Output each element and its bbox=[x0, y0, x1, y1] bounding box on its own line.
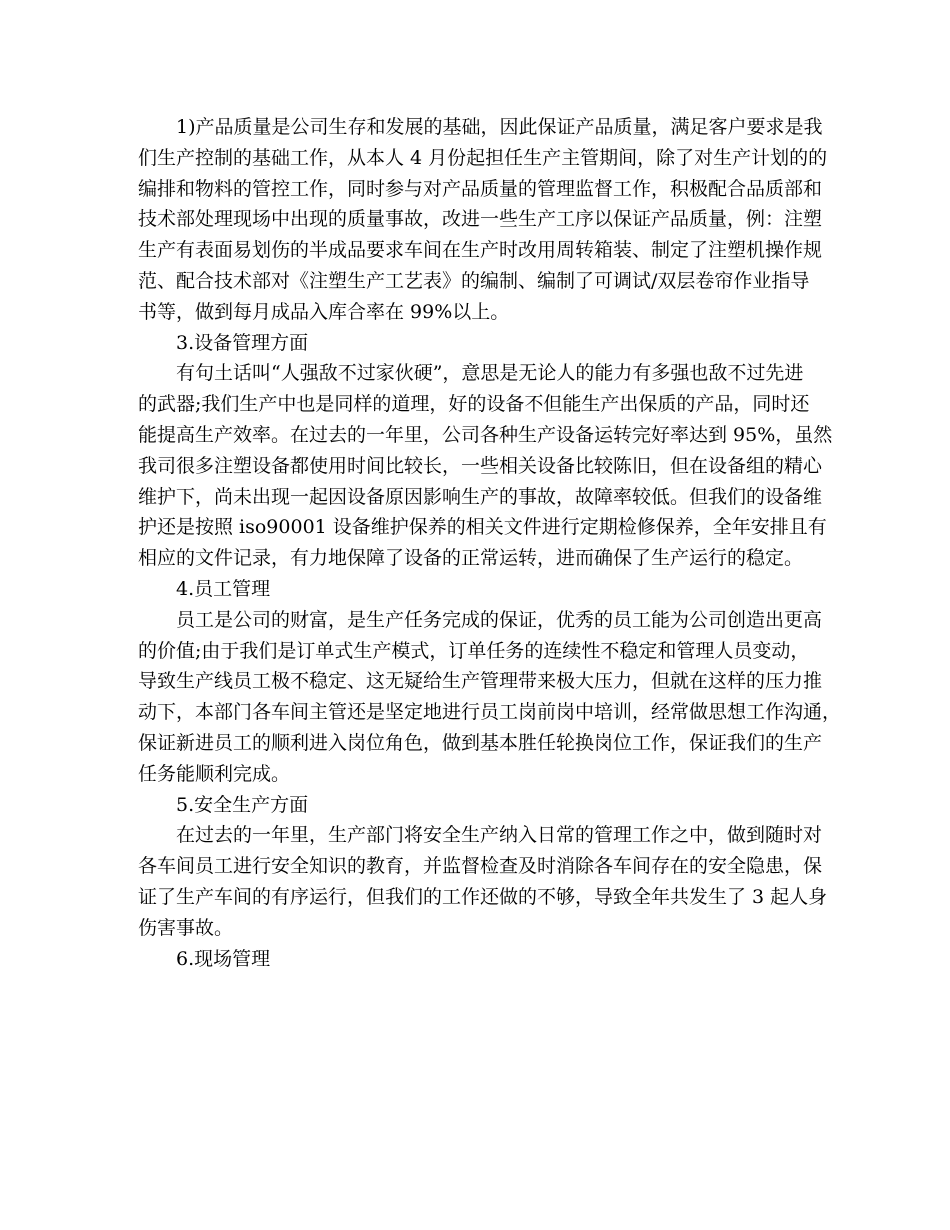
text-line: 护还是按照 iso90001 设备维护保养的相关文件进行定期检修保养，全年安排且有 bbox=[138, 516, 827, 539]
text-line: 书等，做到每月成品入库合率在 99%以上。 bbox=[138, 300, 510, 323]
text-line: 编排和物料的管控工作，同时参与对产品质量的管理监督工作，积极配合品质部和 bbox=[138, 177, 823, 200]
paragraph-product-quality bbox=[138, 112, 828, 328]
text-line: 能提高生产效率。在过去的一年里，公司各种生产设备运转完好率达到 95%，虽然 bbox=[138, 423, 833, 446]
text-line: 生产有表面易划伤的半成品要求车间在生产时改用周转箱装、制定了注塑机操作规 bbox=[138, 239, 823, 262]
text-line: 们生产控制的基础工作，从本人 4 月份起担任生产主管期间，除了对生产计划的的 bbox=[138, 146, 828, 169]
text-line: 员工是公司的财富，是生产任务完成的保证，优秀的员工能为公司创造出更高 bbox=[176, 608, 823, 631]
text-line: 的价值;由于我们是订单式生产模式，订单任务的连续性不稳定和管理人员变动， bbox=[138, 639, 810, 662]
text-line: 范、配合技术部对《注塑生产工艺表》的编制、编制了可调试/双层卷帘作业指导 bbox=[138, 269, 810, 292]
text-line: 相应的文件记录，有力地保障了设备的正常运转，进而确保了生产运行的稳定。 bbox=[138, 547, 804, 570]
text-line: 导致生产线员工极不稳定、这无疑给生产管理带来极大压力，但就在这样的压力推 bbox=[138, 670, 823, 693]
text-line: 有句土话叫“人强敌不过家伙硬”，意思是无论人的能力有多强也敌不过先进 bbox=[176, 362, 804, 385]
section-heading-safety: 5.安全生产方面 bbox=[176, 793, 309, 816]
text-line: 伤害事故。 bbox=[138, 916, 234, 939]
paragraph-staff bbox=[138, 605, 842, 790]
text-line: 我司很多注塑设备都使用时间比较长，一些相关设备比较陈旧，但在设备组的精心 bbox=[138, 454, 823, 477]
text-line: 保证新进员工的顺利进入岗位角色，做到基本胜任轮换岗位工作，保证我们的生产 bbox=[138, 731, 823, 754]
section-heading-site: 6.现场管理 bbox=[176, 947, 271, 970]
section-heading-equipment: 3.设备管理方面 bbox=[176, 331, 309, 354]
text-line: 在过去的一年里，生产部门将安全生产纳入日常的管理工作之中，做到随时对 bbox=[176, 824, 823, 847]
text-line: 各车间员工进行安全知识的教育，并监督检查及时消除各车间存在的安全隐患，保 bbox=[138, 855, 823, 878]
text-line: 的武器;我们生产中也是同样的道理，好的设备不但能生产出保质的产品，同时还 bbox=[138, 393, 810, 416]
text-line: 证了生产车间的有序运行，但我们的工作还做的不够，导致全年共发生了 3 起人身 bbox=[138, 885, 828, 908]
text-line: 任务能顺利完成。 bbox=[138, 762, 291, 785]
section-heading-staff: 4.员工管理 bbox=[176, 577, 271, 600]
document-body bbox=[138, 112, 842, 974]
paragraph-safety bbox=[138, 820, 828, 943]
text-line: 维护下，尚未出现一起因设备原因影响生产的事故，故障率较低。但我们的设备维 bbox=[138, 485, 823, 508]
paragraph-equipment bbox=[138, 358, 833, 574]
text-line: 技术部处理现场中出现的质量事故，改进一些生产工序以保证产品质量，例：注塑 bbox=[138, 208, 823, 231]
text-line: 动下，本部门各车间主管还是坚定地进行员工岗前岗中培训，经常做思想工作沟通， bbox=[138, 701, 842, 724]
text-line: 1)产品质量是公司生存和发展的基础，因此保证产品质量，满足客户要求是我 bbox=[176, 116, 823, 138]
